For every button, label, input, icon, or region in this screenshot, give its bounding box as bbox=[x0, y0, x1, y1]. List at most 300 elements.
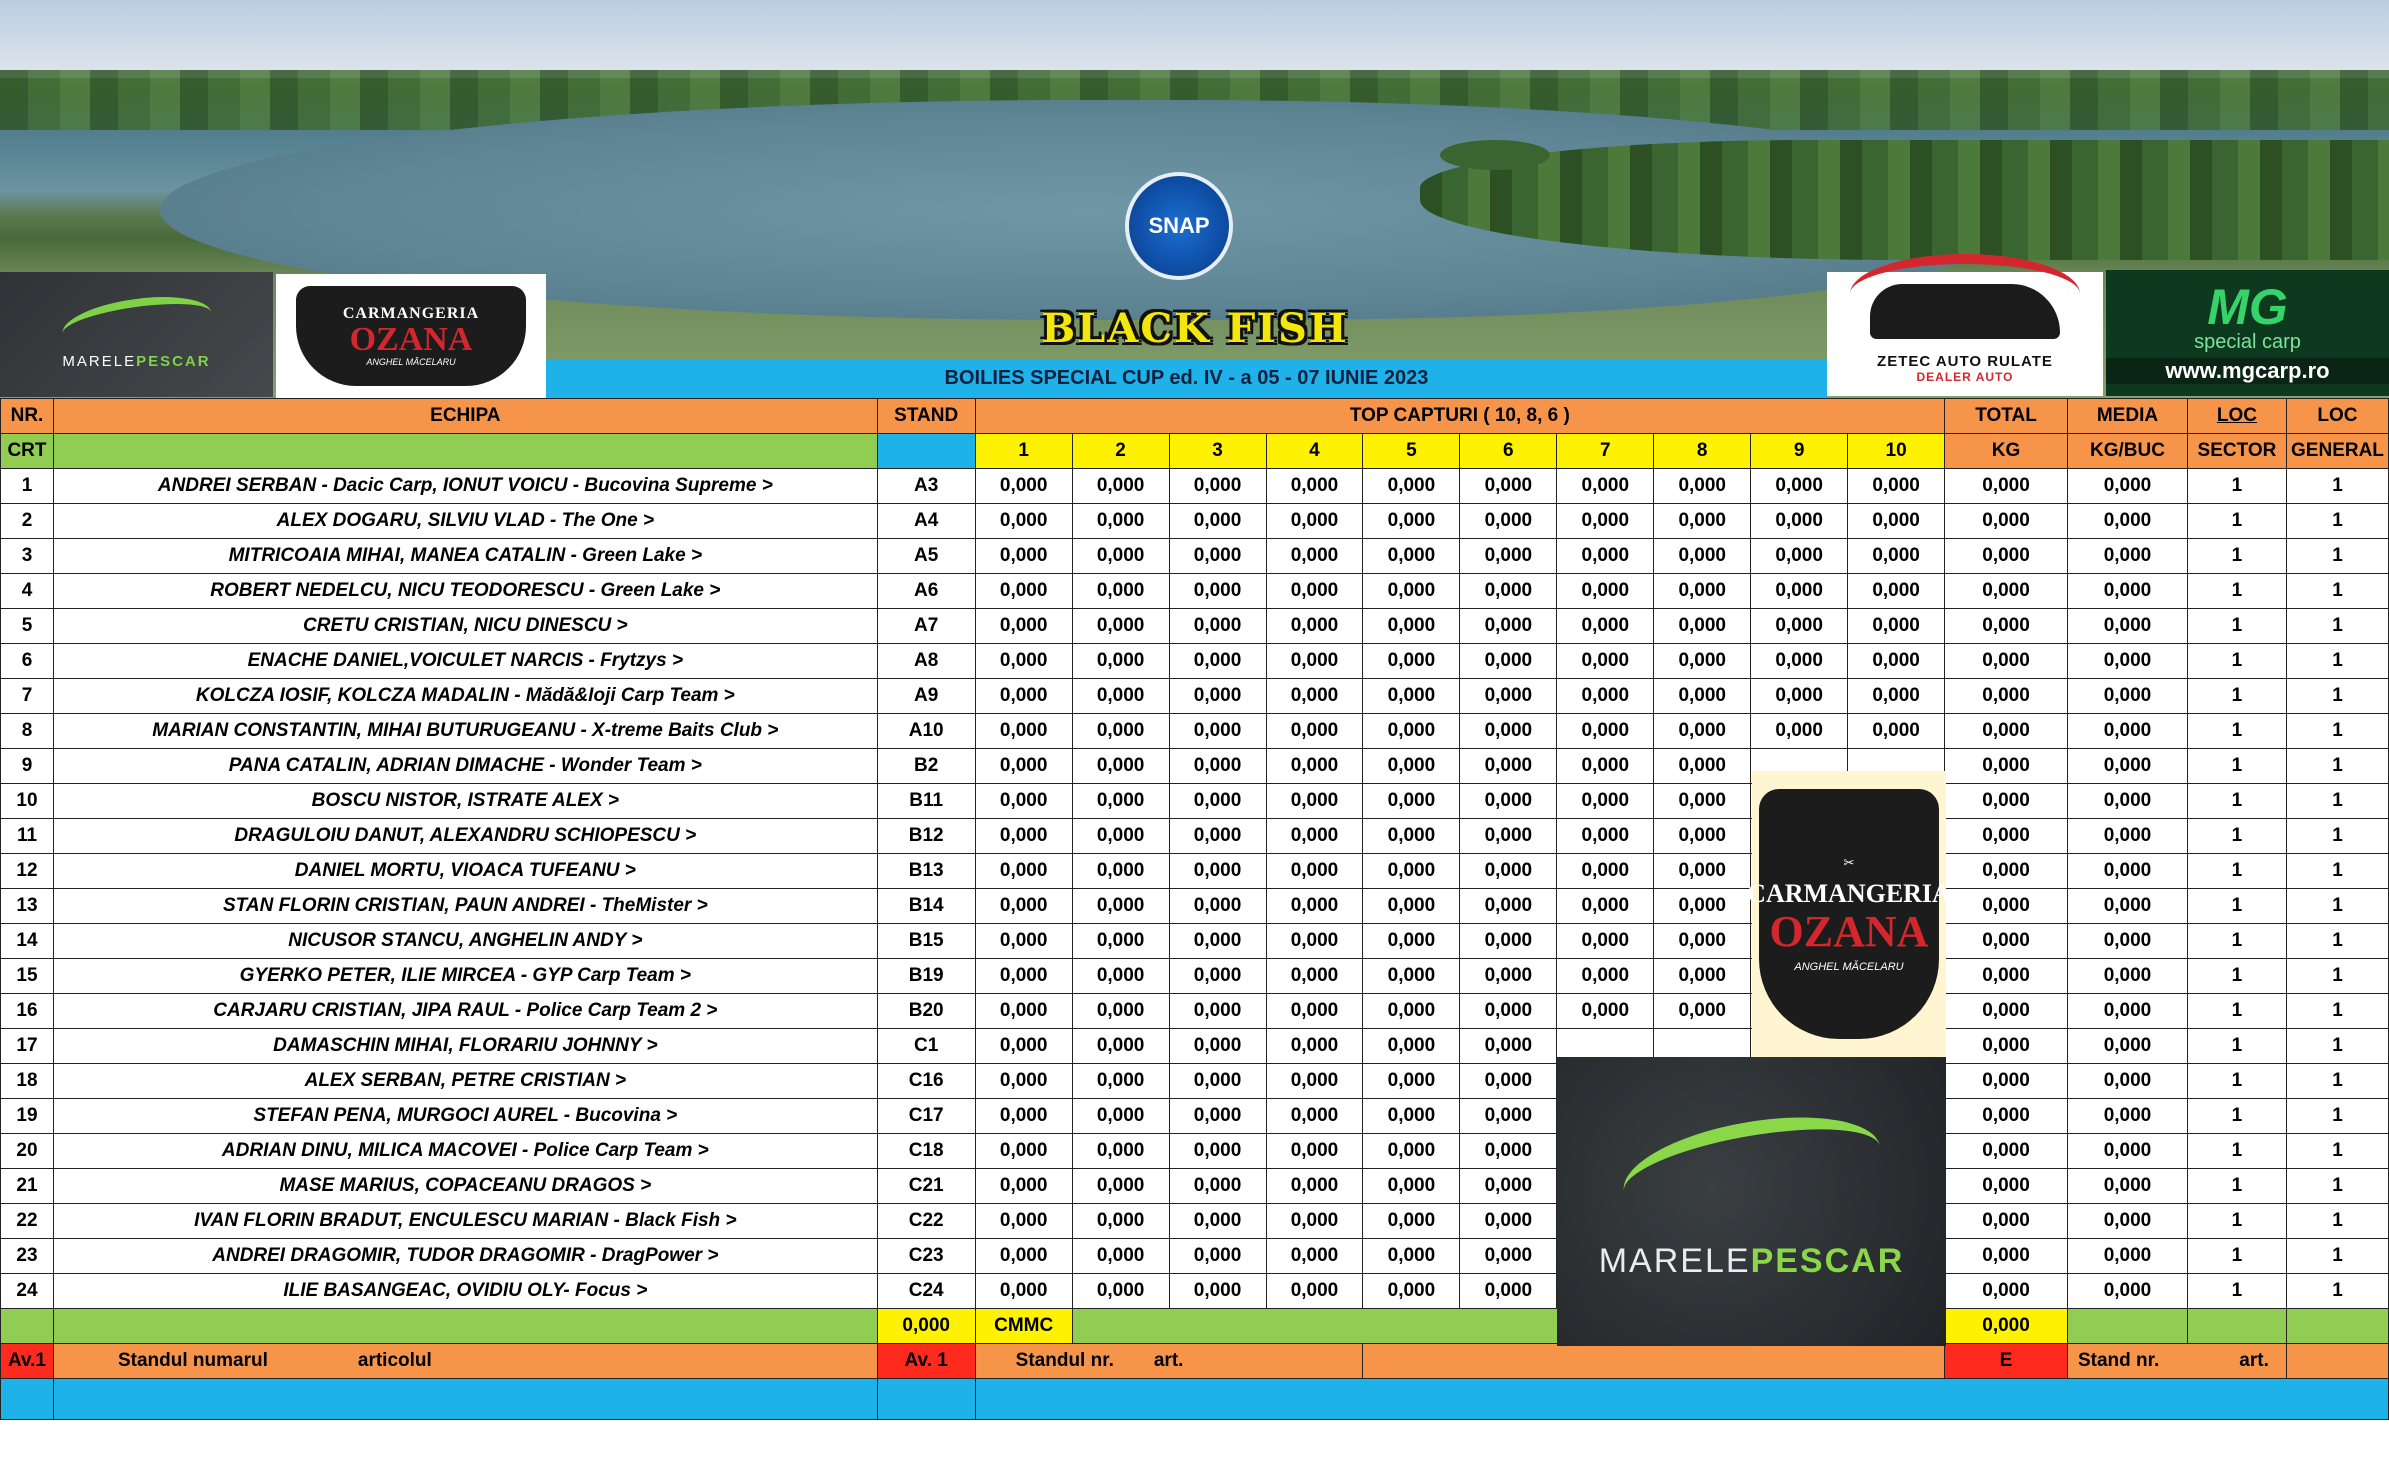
catch-value: 0,000 bbox=[975, 784, 1072, 819]
catch-value: 0,000 bbox=[1072, 889, 1169, 924]
catch-value: 0,000 bbox=[975, 1169, 1072, 1204]
catch-value: 0,000 bbox=[975, 714, 1072, 749]
catch-value: 0,000 bbox=[1460, 819, 1557, 854]
catch-value: 0,000 bbox=[1266, 1134, 1363, 1169]
catch-value: 0,000 bbox=[1169, 469, 1266, 504]
catch-value: 0,000 bbox=[1557, 889, 1654, 924]
stand-code: B19 bbox=[877, 959, 975, 994]
media-kgbuc: 0,000 bbox=[2067, 819, 2187, 854]
table-row bbox=[1, 504, 2389, 539]
stand-code: B20 bbox=[877, 994, 975, 1029]
catch-value: 0,000 bbox=[1557, 959, 1654, 994]
table-row bbox=[1, 679, 2389, 714]
row-number: 16 bbox=[1, 994, 54, 1029]
media-kgbuc: 0,000 bbox=[2067, 924, 2187, 959]
catch-value: 0,000 bbox=[1363, 959, 1460, 994]
catch-value: 0,000 bbox=[1557, 924, 1654, 959]
catch-value: 0,000 bbox=[1848, 504, 1945, 539]
catch-value: 0,000 bbox=[1072, 1274, 1169, 1309]
catch-value: 0,000 bbox=[1363, 1099, 1460, 1134]
catch-value: 0,000 bbox=[1363, 1064, 1460, 1099]
catch-value: 0,000 bbox=[1169, 749, 1266, 784]
catch-value: 0,000 bbox=[1363, 749, 1460, 784]
row-number: 20 bbox=[1, 1134, 54, 1169]
catch-value: 0,000 bbox=[1072, 854, 1169, 889]
echipa-header: ECHIPA bbox=[53, 399, 877, 434]
av1-left: Av.1 bbox=[1, 1344, 54, 1379]
top-col-header: 10 bbox=[1848, 434, 1945, 469]
catch-value: 0,000 bbox=[1460, 994, 1557, 1029]
team-name: ROBERT NEDELCU, NICU TEODORESCU - Green Lake > bbox=[53, 574, 877, 609]
catch-value: 0,000 bbox=[1266, 504, 1363, 539]
catch-value: 0,000 bbox=[1072, 1239, 1169, 1274]
fish-swoosh-icon bbox=[1615, 1100, 1887, 1238]
row-number: 19 bbox=[1, 1099, 54, 1134]
loc-general: 1 bbox=[2286, 1239, 2388, 1274]
team-name: MARIAN CONSTANTIN, MIHAI BUTURUGEANU - X-treme Baits Club > bbox=[53, 714, 877, 749]
catch-value: 0,000 bbox=[975, 889, 1072, 924]
total-kg: 0,000 bbox=[1945, 819, 2068, 854]
catch-value: 0,000 bbox=[975, 504, 1072, 539]
catch-value: 0,000 bbox=[1072, 539, 1169, 574]
loc-general: 1 bbox=[2286, 784, 2388, 819]
catch-value: 0,000 bbox=[1072, 959, 1169, 994]
media-kgbuc: 0,000 bbox=[2067, 1204, 2187, 1239]
catch-value: 0,000 bbox=[1460, 644, 1557, 679]
results-table bbox=[0, 398, 2389, 1420]
row-number: 18 bbox=[1, 1064, 54, 1099]
catch-value: 0,000 bbox=[1072, 784, 1169, 819]
catch-value: 0,000 bbox=[1848, 574, 1945, 609]
catch-value: 0,000 bbox=[1169, 994, 1266, 1029]
catch-value: 0,000 bbox=[1848, 469, 1945, 504]
team-name: ANDREI DRAGOMIR, TUDOR DRAGOMIR - DragPower > bbox=[53, 1239, 877, 1274]
catch-value: 0,000 bbox=[1169, 1169, 1266, 1204]
catch-value: 0,000 bbox=[1363, 784, 1460, 819]
catch-value: 0,000 bbox=[1557, 469, 1654, 504]
catch-value: 0,000 bbox=[1848, 609, 1945, 644]
catch-value: 0,000 bbox=[1654, 959, 1751, 994]
catch-value: 0,000 bbox=[975, 1204, 1072, 1239]
stand-code: B2 bbox=[877, 749, 975, 784]
team-name: IVAN FLORIN BRADUT, ENCULESCU MARIAN - Black Fish > bbox=[53, 1204, 877, 1239]
catch-value: 0,000 bbox=[1460, 469, 1557, 504]
stand-code: B15 bbox=[877, 924, 975, 959]
table-row bbox=[1, 854, 2389, 889]
loc-sector: 1 bbox=[2187, 959, 2286, 994]
catch-value: 0,000 bbox=[1654, 784, 1751, 819]
header-banner bbox=[0, 0, 2389, 398]
catch-value: 0,000 bbox=[1751, 679, 1848, 714]
totals-blank bbox=[2286, 1309, 2388, 1344]
team-name: ALEX SERBAN, PETRE CRISTIAN > bbox=[53, 1064, 877, 1099]
catch-value: 0,000 bbox=[1460, 784, 1557, 819]
catch-value: 0,000 bbox=[1169, 924, 1266, 959]
team-name: MASE MARIUS, COPACEANU DRAGOS > bbox=[53, 1169, 877, 1204]
total-kg: 0,000 bbox=[1945, 469, 2068, 504]
catch-value: 0,000 bbox=[1460, 959, 1557, 994]
catch-value: 0,000 bbox=[1072, 609, 1169, 644]
total-kg: 0,000 bbox=[1945, 644, 2068, 679]
row-number: 9 bbox=[1, 749, 54, 784]
media-kgbuc: 0,000 bbox=[2067, 889, 2187, 924]
snap-logo: SNAP bbox=[1125, 172, 1233, 280]
team-name: ALEX DOGARU, SILVIU VLAD - The One > bbox=[53, 504, 877, 539]
table-row bbox=[1, 1064, 2389, 1099]
catch-value: 0,000 bbox=[1169, 959, 1266, 994]
standul-nr-cell bbox=[975, 1344, 1363, 1379]
total-kg: 0,000 bbox=[1945, 1029, 2068, 1064]
catch-value: 0,000 bbox=[1751, 469, 1848, 504]
catch-value: 0,000 bbox=[1848, 679, 1945, 714]
table-row bbox=[1, 924, 2389, 959]
standul-numarul-cell bbox=[53, 1344, 877, 1379]
total-kg: 0,000 bbox=[1945, 1134, 2068, 1169]
total-kg: 0,000 bbox=[1945, 504, 2068, 539]
catch-value: 0,000 bbox=[1072, 1064, 1169, 1099]
row-number: 6 bbox=[1, 644, 54, 679]
totals-blank bbox=[2067, 1309, 2187, 1344]
catch-value: 0,000 bbox=[1072, 924, 1169, 959]
catch-value: 0,000 bbox=[1169, 504, 1266, 539]
catch-value: 0,000 bbox=[1169, 784, 1266, 819]
loc-general-header: LOC bbox=[2286, 399, 2388, 434]
island bbox=[1440, 140, 1550, 170]
mgcarp-logo: MG special carp www.mgcarp.ro bbox=[2106, 270, 2389, 396]
car-icon bbox=[1870, 284, 2060, 339]
media-kgbuc: 0,000 bbox=[2067, 1134, 2187, 1169]
catch-value: 0,000 bbox=[1654, 854, 1751, 889]
stand-code: A10 bbox=[877, 714, 975, 749]
totals-blank bbox=[2187, 1309, 2286, 1344]
catch-value: 0,000 bbox=[1363, 1204, 1460, 1239]
row-number: 5 bbox=[1, 609, 54, 644]
top-col-header: 7 bbox=[1557, 434, 1654, 469]
team-name: ADRIAN DINU, MILICA MACOVEI - Police Carp Team > bbox=[53, 1134, 877, 1169]
loc-general: 1 bbox=[2286, 889, 2388, 924]
marele-pescar-ad: MARELEPESCAR bbox=[1557, 1057, 1946, 1346]
catch-value: 0,000 bbox=[1266, 889, 1363, 924]
table-row bbox=[1, 1239, 2389, 1274]
catch-value: 0,000 bbox=[975, 1029, 1072, 1064]
top-col-header: 1 bbox=[975, 434, 1072, 469]
catch-value: 0,000 bbox=[1557, 539, 1654, 574]
catch-value: 0,000 bbox=[1460, 854, 1557, 889]
loc-sector: 1 bbox=[2187, 1099, 2286, 1134]
table-row bbox=[1, 1169, 2389, 1204]
total-kg: 0,000 bbox=[1945, 959, 2068, 994]
catch-value: 0,000 bbox=[1460, 1099, 1557, 1134]
team-name: ILIE BASANGEAC, OVIDIU OLY- Focus > bbox=[53, 1274, 877, 1309]
catch-value: 0,000 bbox=[975, 854, 1072, 889]
standul-nr-label: Standul nr. bbox=[1015, 1350, 1114, 1371]
loc-sector: 1 bbox=[2187, 889, 2286, 924]
catch-value: 0,000 bbox=[1266, 994, 1363, 1029]
table-row bbox=[1, 994, 2389, 1029]
row-number: 21 bbox=[1, 1169, 54, 1204]
catch-value: 0,000 bbox=[1460, 889, 1557, 924]
catch-value: 0,000 bbox=[1363, 924, 1460, 959]
media-kgbuc: 0,000 bbox=[2067, 784, 2187, 819]
stand-code: A4 bbox=[877, 504, 975, 539]
art-right-label: art. bbox=[2239, 1350, 2269, 1371]
blank-blue-row bbox=[1, 1379, 2389, 1420]
total-kg: 0,000 bbox=[1945, 1099, 2068, 1134]
loc-general: 1 bbox=[2286, 1204, 2388, 1239]
catch-value: 0,000 bbox=[1751, 644, 1848, 679]
team-name: DAMASCHIN MIHAI, FLORARIU JOHNNY > bbox=[53, 1029, 877, 1064]
catch-value: 0,000 bbox=[1169, 574, 1266, 609]
notes-row bbox=[1, 1344, 2389, 1379]
catch-value: 0,000 bbox=[1654, 994, 1751, 1029]
media-kgbuc: 0,000 bbox=[2067, 469, 2187, 504]
catch-value: 0,000 bbox=[1266, 539, 1363, 574]
top-col-header: 2 bbox=[1072, 434, 1169, 469]
media-kgbuc: 0,000 bbox=[2067, 1169, 2187, 1204]
stand-header: STAND bbox=[877, 399, 975, 434]
loc-sector: 1 bbox=[2187, 714, 2286, 749]
table-row bbox=[1, 539, 2389, 574]
row-number: 13 bbox=[1, 889, 54, 924]
cmmc-label: CMMC bbox=[975, 1309, 1072, 1344]
top-col-header: 6 bbox=[1460, 434, 1557, 469]
catch-value: 0,000 bbox=[1363, 889, 1460, 924]
loc-sector: 1 bbox=[2187, 1204, 2286, 1239]
media-kgbuc: 0,000 bbox=[2067, 749, 2187, 784]
team-name: NICUSOR STANCU, ANGHELIN ANDY > bbox=[53, 924, 877, 959]
blue-cell bbox=[877, 1379, 975, 1420]
catch-value: 0,000 bbox=[1557, 644, 1654, 679]
catch-value: 0,000 bbox=[1654, 539, 1751, 574]
table-row bbox=[1, 1274, 2389, 1309]
team-name: STAN FLORIN CRISTIAN, PAUN ANDREI - TheMister > bbox=[53, 889, 877, 924]
loc-general: 1 bbox=[2286, 574, 2388, 609]
catch-value: 0,000 bbox=[1654, 924, 1751, 959]
catch-value: 0,000 bbox=[975, 1134, 1072, 1169]
row-number: 14 bbox=[1, 924, 54, 959]
catch-value: 0,000 bbox=[1169, 609, 1266, 644]
loc-sector: 1 bbox=[2187, 924, 2286, 959]
catch-value: 0,000 bbox=[975, 819, 1072, 854]
total-kg: 0,000 bbox=[1945, 994, 2068, 1029]
catch-value: 0,000 bbox=[1072, 1204, 1169, 1239]
catch-value: 0,000 bbox=[1266, 784, 1363, 819]
table-row bbox=[1, 1029, 2389, 1064]
catch-value: 0,000 bbox=[1266, 644, 1363, 679]
row-number: 15 bbox=[1, 959, 54, 994]
catch-value: 0,000 bbox=[1266, 924, 1363, 959]
catch-value: 0,000 bbox=[975, 644, 1072, 679]
catch-value: 0,000 bbox=[1072, 469, 1169, 504]
catch-value: 0,000 bbox=[1266, 854, 1363, 889]
crt-header: CRT bbox=[1, 434, 54, 469]
catch-value: 0,000 bbox=[975, 574, 1072, 609]
loc-sector: 1 bbox=[2187, 1239, 2286, 1274]
catch-value: 0,000 bbox=[1848, 644, 1945, 679]
table-row bbox=[1, 1204, 2389, 1239]
catch-value: 0,000 bbox=[975, 1064, 1072, 1099]
catch-value: 0,000 bbox=[1557, 679, 1654, 714]
loc-general: 1 bbox=[2286, 1029, 2388, 1064]
loc-sector: 1 bbox=[2187, 994, 2286, 1029]
catch-value: 0,000 bbox=[1266, 469, 1363, 504]
marele-pescar-logo: MARELEPESCAR bbox=[0, 272, 273, 397]
catch-value: 0,000 bbox=[975, 924, 1072, 959]
row-number: 8 bbox=[1, 714, 54, 749]
sector-header: SECTOR bbox=[2187, 434, 2286, 469]
catch-value: 0,000 bbox=[1169, 1239, 1266, 1274]
stand-nr-cell bbox=[2067, 1344, 2286, 1379]
loc-sector: 1 bbox=[2187, 1134, 2286, 1169]
media-kgbuc: 0,000 bbox=[2067, 644, 2187, 679]
catch-value: 0,000 bbox=[1557, 819, 1654, 854]
catch-value: 0,000 bbox=[975, 1239, 1072, 1274]
catch-value: 0,000 bbox=[1169, 854, 1266, 889]
media-kgbuc: 0,000 bbox=[2067, 1274, 2187, 1309]
catch-value: 0,000 bbox=[1169, 679, 1266, 714]
catch-value: 0,000 bbox=[1751, 609, 1848, 644]
loc-general: 1 bbox=[2286, 819, 2388, 854]
totals-blank bbox=[53, 1309, 877, 1344]
team-name: ENACHE DANIEL,VOICULET NARCIS - Frytzys > bbox=[53, 644, 877, 679]
total-kg: 0,000 bbox=[1945, 1274, 2068, 1309]
catch-value: 0,000 bbox=[1363, 819, 1460, 854]
catch-value: 0,000 bbox=[1169, 1029, 1266, 1064]
media-kgbuc: 0,000 bbox=[2067, 504, 2187, 539]
catch-value: 0,000 bbox=[1460, 504, 1557, 539]
event-title: BLACK FISH bbox=[1041, 304, 1349, 352]
notes-blank bbox=[2286, 1344, 2388, 1379]
loc-sector: 1 bbox=[2187, 819, 2286, 854]
loc-general: 1 bbox=[2286, 504, 2388, 539]
totals-row bbox=[1, 1309, 2389, 1344]
blue-cell bbox=[975, 1379, 2388, 1420]
stand-code: C1 bbox=[877, 1029, 975, 1064]
blue-cell bbox=[53, 1379, 877, 1420]
stand-subheader bbox=[877, 434, 975, 469]
row-number: 23 bbox=[1, 1239, 54, 1274]
catch-value: 0,000 bbox=[1169, 1274, 1266, 1309]
loc-sector: 1 bbox=[2187, 644, 2286, 679]
fish-swoosh-icon bbox=[59, 289, 214, 357]
catch-value: 0,000 bbox=[1460, 609, 1557, 644]
catch-value: 0,000 bbox=[1363, 994, 1460, 1029]
catch-value: 0,000 bbox=[1557, 504, 1654, 539]
catch-value: 0,000 bbox=[1557, 749, 1654, 784]
catch-value: 0,000 bbox=[1751, 504, 1848, 539]
catch-value: 0,000 bbox=[1363, 1274, 1460, 1309]
catch-value: 0,000 bbox=[1266, 574, 1363, 609]
catch-value: 0,000 bbox=[1654, 749, 1751, 784]
catch-value: 0,000 bbox=[975, 1274, 1072, 1309]
stand-code: A6 bbox=[877, 574, 975, 609]
catch-value: 0,000 bbox=[1557, 609, 1654, 644]
loc-general: 1 bbox=[2286, 539, 2388, 574]
team-name: STEFAN PENA, MURGOCI AUREL - Bucovina > bbox=[53, 1099, 877, 1134]
team-name: KOLCZA IOSIF, KOLCZA MADALIN - Mădă&Ioji Carp Team > bbox=[53, 679, 877, 714]
loc-general: 1 bbox=[2286, 679, 2388, 714]
kgbuc-header: KG/BUC bbox=[2067, 434, 2187, 469]
catch-value: 0,000 bbox=[1751, 574, 1848, 609]
stand-code: B11 bbox=[877, 784, 975, 819]
echipa-subheader bbox=[53, 434, 877, 469]
catch-value: 0,000 bbox=[1363, 1169, 1460, 1204]
catch-value: 0,000 bbox=[1169, 889, 1266, 924]
total-kg: 0,000 bbox=[1945, 679, 2068, 714]
catch-value: 0,000 bbox=[1266, 959, 1363, 994]
media-header: MEDIA bbox=[2067, 399, 2187, 434]
loc-sector: 1 bbox=[2187, 1029, 2286, 1064]
stand-code: C23 bbox=[877, 1239, 975, 1274]
standul-numarul-label: Standul numarul bbox=[117, 1350, 268, 1371]
catch-value: 0,000 bbox=[1169, 1064, 1266, 1099]
catch-value: 0,000 bbox=[1266, 1274, 1363, 1309]
loc-general: 1 bbox=[2286, 1274, 2388, 1309]
team-name: PANA CATALIN, ADRIAN DIMACHE - Wonder Team > bbox=[53, 749, 877, 784]
media-kgbuc: 0,000 bbox=[2067, 959, 2187, 994]
catch-value: 0,000 bbox=[1654, 469, 1751, 504]
catch-value: 0,000 bbox=[1460, 749, 1557, 784]
catch-value: 0,000 bbox=[1751, 539, 1848, 574]
catch-value: 0,000 bbox=[1460, 1239, 1557, 1274]
media-kgbuc: 0,000 bbox=[2067, 854, 2187, 889]
loc-sector: 1 bbox=[2187, 854, 2286, 889]
team-name: DANIEL MORTU, VIOACA TUFEANU > bbox=[53, 854, 877, 889]
catch-value: 0,000 bbox=[1363, 1029, 1460, 1064]
row-number: 11 bbox=[1, 819, 54, 854]
catch-value: 0,000 bbox=[1848, 539, 1945, 574]
catch-value: 0,000 bbox=[1363, 1239, 1460, 1274]
catch-value: 0,000 bbox=[1751, 714, 1848, 749]
total-kg: 0,000 bbox=[1945, 574, 2068, 609]
catch-value: 0,000 bbox=[1363, 1134, 1460, 1169]
row-number: 7 bbox=[1, 679, 54, 714]
total-kg: 0,000 bbox=[1945, 854, 2068, 889]
row-number: 3 bbox=[1, 539, 54, 574]
catch-value: 0,000 bbox=[1363, 539, 1460, 574]
totals-blank bbox=[1, 1309, 54, 1344]
table-row bbox=[1, 819, 2389, 854]
media-kgbuc: 0,000 bbox=[2067, 714, 2187, 749]
stand-code: C22 bbox=[877, 1204, 975, 1239]
loc-sector: 1 bbox=[2187, 539, 2286, 574]
loc-sector: 1 bbox=[2187, 784, 2286, 819]
loc-sector: 1 bbox=[2187, 504, 2286, 539]
row-number: 1 bbox=[1, 469, 54, 504]
catch-value: 0,000 bbox=[1072, 644, 1169, 679]
catch-value: 0,000 bbox=[1460, 1064, 1557, 1099]
loc-sector: 1 bbox=[2187, 1169, 2286, 1204]
stand-code: A5 bbox=[877, 539, 975, 574]
media-kgbuc: 0,000 bbox=[2067, 609, 2187, 644]
media-kgbuc: 0,000 bbox=[2067, 574, 2187, 609]
catch-value: 0,000 bbox=[975, 959, 1072, 994]
catch-value: 0,000 bbox=[1460, 1134, 1557, 1169]
shore-trees bbox=[1420, 140, 2389, 260]
total-kg: 0,000 bbox=[1945, 889, 2068, 924]
catch-value: 0,000 bbox=[1363, 609, 1460, 644]
catch-value: 0,000 bbox=[975, 994, 1072, 1029]
table-row bbox=[1, 959, 2389, 994]
table-row bbox=[1, 714, 2389, 749]
loc-general: 1 bbox=[2286, 1099, 2388, 1134]
loc-sector: 1 bbox=[2187, 749, 2286, 784]
catch-value: 0,000 bbox=[1460, 714, 1557, 749]
total-kg: 0,000 bbox=[1945, 784, 2068, 819]
loc-general: 1 bbox=[2286, 644, 2388, 679]
loc-sector: 1 bbox=[2187, 679, 2286, 714]
catch-value: 0,000 bbox=[1654, 609, 1751, 644]
